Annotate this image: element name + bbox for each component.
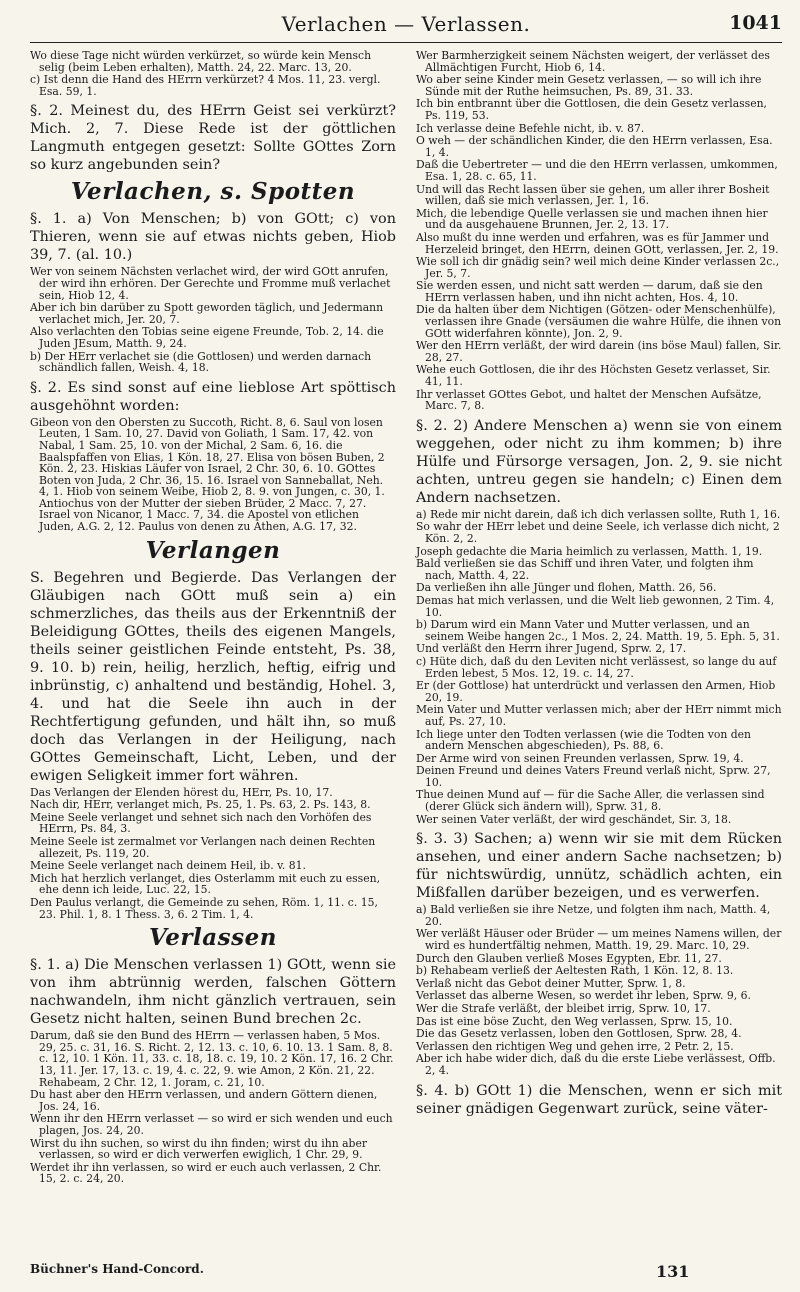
citation-paragraph: Gibeon von den Obersten zu Succoth, Richt. 8, 6. Saul von losen Leuten, 1 Sam. 10, 27. David von Goliath, 1 Sam. 17, 42. von Nabal, 1 Sam. 25, 10. von der Michal, 2 Sam. 6, 16. die Baalspfaffen von Elias, 1 Kön. 18, 27. Elisa von bösen Buben, 2 Kön. 2, 23. Hiskias Läufer von Israel, 2 Chr. 30, 6. 10. GOttes Boten von Juda, 2 Chr. 36, 15. 16. Israel von Sanneballat, Neh. 4, 1. Hiob von seinem Weibe, Hiob 2, 8. 9. von Jungen, c. 30, 1. Antiochus von der Mutter der sieben Brüder, 2 Macc. 7, 27. Israel von Nicanor, 1 Macc. 7, 34. die Apostel von etlichen Juden, A.G. 2, 12. Paulus von denen zu Athen, A.G. 17, 32. [30, 415, 385, 534]
citation-paragraph: Also mußt du inne werden und erfahren, was es für Jammer und Herzeleid bringet, den HErrn, deinen GOtt, verlassen, Jer. 2, 19. [416, 230, 779, 256]
citation-paragraph: Ich liege unter den Todten verlassen (wie die Todten von den andern Menschen abgeschieden), Ps. 88, 6. [416, 727, 751, 753]
citation-paragraph: Nach dir, HErr, verlanget mich, Ps. 25, 1. Ps. 63, 2. Ps. 143, 8. [30, 798, 371, 812]
citation-paragraph: Thue deinen Mund auf — für die Sache Aller, die verlassen sind (derer Glück sich ändern will), Sprw. 31, 8. [416, 788, 765, 814]
citation-paragraph: Wer die Strafe verläßt, der bleibet irrig, Sprw. 10, 17. [416, 1002, 711, 1015]
page-number: 1041 [729, 12, 782, 34]
citation-paragraph: b) Der HErr verlachet sie (die Gottlosen) und werden darnach schändlich fallen, Weish. 4, 18. [30, 349, 372, 375]
citation-paragraph: Wirst du ihn suchen, so wirst du ihn finden; wirst du ihn aber verlassen, so wird er dich verwerfen ewiglich, 1 Chr. 29, 9. [30, 1136, 367, 1162]
citation-paragraph: Mein Vater und Mutter verlassen mich; aber der HErr nimmt mich auf, Ps. 27, 10. [416, 703, 782, 728]
citation-paragraph: Daß die Uebertreter — und die den HErrn verlassen, umkommen, Esa. 1, 28. c. 65, 11. [416, 158, 778, 183]
section-paragraph: §. 2. Meinest du, des HErrn Geist sei verkürzt? Mich. 2, 7. Diese Rede ist der göttlichen Langmuth entgegen gesetzt: Sollte GOttes Zorn so kurz angebunden sein? [30, 103, 396, 174]
citation-paragraph: Wenn ihr den HErrn verlasset — so wird er sich wenden und euch plagen, Jos. 24, 20. [30, 1112, 393, 1137]
citation-paragraph: Wo diese Tage nicht würden verkürzet, so würde kein Mensch selig (beim Leben erhalten), Matth. 24, 22. Marc. 13, 20. [30, 49, 372, 74]
section-paragraph: S. Begehren und Begierde. Das Verlangen der Gläubigen nach GOtt muß sein a) ein schmerzliches, das theils aus der Erkenntniß der Beleidigung GOttes, theils des eigenen Mangels, theils seiner geistlichen Feinde entsteht, Ps. 38, 9. 10. b) rein, heilig, herzlich, heftig, eifrig und inbrünstig, c) anhaltend und beständig, Hohel. 3, 4. und hat die Seele ihn auch in der Rechtfertigung gefunden, und hält ihn, so muß doch das Verlangen in der Heiligung, nach GOttes Gemeinschaft, Licht, Leben, und der ewigen Seligkeit immer fort währen. [30, 569, 396, 784]
citation-paragraph: Das Verlangen der Elenden hörest du, HErr, Ps. 10, 17. [30, 785, 333, 799]
section-paragraph: §. 1. a) Von Menschen; b) von GOtt; c) von Thieren, wenn sie auf etwas nichts geben, Hiob 39, 7. (al. 10.) [30, 211, 396, 264]
citation-paragraph: Das ist eine böse Zucht, den Weg verlassen, Sprw. 15, 10. [416, 1014, 733, 1028]
citation-paragraph: a) Rede mir nicht darein, daß ich dich verlassen sollte, Ruth 1, 16. [416, 507, 781, 521]
imprint: Büchner's Hand-Concord. [30, 1262, 204, 1276]
citation-paragraph: Und verläßt den Herrn ihrer Jugend, Sprw. 2, 17. [416, 642, 687, 656]
page-header [30, 10, 782, 40]
citation-paragraph: Wer seinen Vater verläßt, der wird geschändet, Sir. 3, 18. [416, 812, 732, 826]
citation-paragraph: Und will das Recht lassen über sie gehen, um aller ihrer Bosheit willen, daß sie mich verlassen, Jer. 1, 16. [416, 182, 770, 208]
citation-paragraph: Wer den HErrn verläßt, der wird darein (ins böse Maul) fallen, Sir. 28, 27. [416, 339, 782, 364]
citation-paragraph: Demas hat mich verlassen, und die Welt lieb gewonnen, 2 Tim. 4, 10. [416, 593, 775, 619]
citation-paragraph: So wahr der HErr lebet und deine Seele, ich verlasse dich nicht, 2 Kön. 2, 2. [416, 520, 780, 545]
entry-headword: Verlachen, s. Spotten [70, 178, 356, 206]
citation-paragraph: b) Rehabeam verließ der Aeltesten Rath, 1 Kön. 12, 8. 13. [416, 964, 734, 978]
citation-paragraph: Ich bin entbrannt über die Gottlosen, die dein Gesetz verlassen, Ps. 119, 53. [416, 97, 767, 122]
citation-paragraph: Aber ich habe wider dich, daß du die erste Liebe verlässest, Offb. 2, 4. [416, 1052, 776, 1077]
citation-paragraph: Joseph gedachte die Maria heimlich zu verlassen, Matth. 1, 19. [416, 544, 763, 558]
citation-paragraph: Verlassen den richtigen Weg und gehen irre, 2 Petr. 2, 15. [416, 1039, 734, 1053]
citation-paragraph: Darum, daß sie den Bund des HErrn — verlassen haben, 5 Mos. 29, 25. c. 31, 16. S. Richt. 2, 12. 13. c. 10, 6. 10. 13. 1 Sam. 8, 8. c. 12, 10. 1 Kön. 11, 33. c. 18, 18. c. 19, 10. 2 Kön. 17, 16. 2 Chr. 13, 11. Jer. 17, 13. c. 19, 4. c. 22, 9. wie Amon, 2 Kön. 21, 22. Rehabeam, 2 Chr. 12, 1. Joram, c. 21, 10. [30, 1029, 394, 1089]
citation-paragraph: Der Arme wird von seinen Freunden verlassen, Sprw. 19, 4. [416, 751, 744, 765]
citation-paragraph: Sie werden essen, und nicht satt werden — darum, daß sie den HErrn verlassen haben, und ihn nicht achten, Hos. 4, 10. [416, 279, 763, 304]
citation-paragraph: Meine Seele verlanget nach deinem Heil, ib. v. 81. [30, 859, 306, 873]
section-paragraph: §. 4. b) GOtt 1) die Menschen, wenn er sich mit seiner gnädigen Gegenwart zurück, seine väter- [416, 1082, 782, 1117]
citation-paragraph: Mich, die lebendige Quelle verlassen sie und machen ihnen hier und da ausgehauene Brunnen, Jer. 2, 13. 17. [416, 206, 768, 232]
entry-headword: Verlangen [145, 536, 281, 564]
citation-paragraph: Die das Gesetz verlassen, loben den Gottlosen, Sprw. 28, 4. [416, 1027, 742, 1041]
citation-paragraph: Wer verläßt Häuser oder Brüder — um meines Namens willen, der wird es hundertfältig nehmen, Matth. 19, 29. Marc. 10, 29. [416, 927, 782, 953]
citation-paragraph: Wehe euch Gottlosen, die ihr des Höchsten Gesetz verlasset, Sir. 41, 11. [416, 363, 771, 389]
citation-paragraph: Mich hat herzlich verlanget, dies Osterlamm mit euch zu essen, ehe denn ich leide, Luc. 22, 15. [30, 871, 380, 897]
citation-paragraph: Die da halten über dem Nichtigen (Götzen- oder Menschenhülfe), verlassen ihre Gnade (versäumen die wahre Hülfe, die ihnen von GOtt widerfahren könnte), Jon. 2, 9. [416, 303, 782, 340]
citation-paragraph: Aber ich bin darüber zu Spott geworden täglich, und Jedermann verlachet mich, Jer. 20, 7. [30, 301, 384, 326]
citation-paragraph: Durch den Glauben verließ Moses Egypten, Ebr. 11, 27. [416, 951, 722, 965]
citation-paragraph: Du hast aber den HErrn verlassen, und andern Göttern dienen, Jos. 24, 16. [30, 1088, 378, 1113]
signature-mark: 131 [656, 1262, 690, 1281]
citation-paragraph: Verlaß nicht das Gebot deiner Mutter, Sprw. 1, 8. [416, 976, 686, 990]
citation-paragraph: Da verließen ihn alle Jünger und flohen, Matth. 26, 56. [416, 581, 717, 595]
section-paragraph: §. 1. a) Die Menschen verlassen 1) GOtt, wenn sie von ihm abtrünnig werden, falschen Göttern nachwandeln, ihm nicht gänzlich vertrauen, sein Gesetz nicht halten, seinen Bund brechen 2c. [30, 957, 396, 1028]
citation-paragraph: Den Paulus verlangt, die Gemeinde zu sehen, Röm. 1, 11. c. 15, 23. Phil. 1, 8. 1 Thess. 3, 6. 2 Tim. 1, 4. [30, 896, 378, 921]
header-rule [30, 42, 782, 43]
right-column [416, 50, 782, 1120]
citation-paragraph: Meine Seele verlanget und sehnet sich nach den Vorhöfen des HErrn, Ps. 84, 3. [30, 810, 372, 836]
page-footer [30, 1262, 782, 1284]
citation-paragraph: Er (der Gottlose) hat unterdrückt und verlassen den Armen, Hiob 20, 19. [416, 679, 776, 704]
citation-paragraph: O weh — der schändlichen Kinder, die den HErrn verlassen, Esa. 1, 4. [416, 134, 773, 159]
citation-paragraph: Verlasset das alberne Wesen, so werdet ihr leben, Sprw. 9, 6. [416, 989, 751, 1003]
citation-paragraph: Ihr verlasset GOttes Gebot, und haltet der Menschen Aufsätze, Marc. 7, 8. [416, 387, 762, 413]
citation-paragraph: Werdet ihr ihn verlassen, so wird er euch auch verlassen, 2 Chr. 15, 2. c. 24, 20. [30, 1160, 382, 1186]
citation-paragraph: Ich verlasse deine Befehle nicht, ib. v. 87. [416, 121, 645, 135]
citation-paragraph: c) Hüte dich, daß du den Leviten nicht verlässest, so lange du auf Erden lebest, 5 Mos. 12, 19. c. 14, 27. [416, 654, 777, 680]
citation-paragraph: Wie soll ich dir gnädig sein? weil mich deine Kinder verlassen 2c., Jer. 5, 7. [416, 255, 780, 280]
left-column [30, 50, 396, 1186]
section-paragraph: §. 2. 2) Andere Menschen a) wenn sie von einem weggehen, oder nicht zu ihm kommen; b) ihre Hülfe und Fürsorge versagen, Jon. 2, 9. sie nicht achten, untreu gegen sie handeln; c) Einen dem Andern nachsetzen. [416, 417, 782, 506]
citation-paragraph: Deinen Freund und deines Vaters Freund verlaß nicht, Sprw. 27, 10. [416, 764, 771, 789]
section-paragraph: §. 2. Es sind sonst auf eine lieblose Art spöttisch ausgehöhnt worden: [30, 379, 396, 414]
entry-headword: Verlassen [149, 924, 277, 952]
citation-paragraph: Bald verließen sie das Schiff und ihren Vater, und folgten ihm nach, Matth. 4, 22. [416, 557, 754, 582]
running-title: Verlachen — Verlassen. [281, 12, 531, 36]
citation-paragraph: Wo aber seine Kinder mein Gesetz verlassen, — so will ich ihre Sünde mit der Ruthe heimsuchen, Ps. 89, 31. 33. [416, 73, 762, 98]
citation-paragraph: Also verlachten den Tobias seine eigene Freunde, Tob. 2, 14. die Juden JEsum, Matth. 9, 24. [30, 325, 384, 350]
citation-paragraph: Meine Seele ist zermalmet vor Verlangen nach deinen Rechten allezeit, Ps. 119, 20. [30, 835, 376, 860]
section-paragraph: §. 3. 3) Sachen; a) wenn wir sie mit dem Rücken ansehen, und einer andern Sache nachsetzen; b) für nichtswürdig, unnütz, schädlich achten, ein Mißfallen darüber bezeigen, und es verwerfen. [416, 831, 782, 902]
citation-paragraph: b) Darum wird ein Mann Vater und Mutter verlassen, und an seinem Weibe hangen 2c., 1 Mos. 2, 24. Matth. 19, 5. Eph. 5, 31. [416, 618, 780, 643]
citation-paragraph: Wer Barmherzigkeit seinem Nächsten weigert, der verlässet des Allmächtigen Furcht, Hiob 6, 14. [416, 49, 770, 74]
citation-paragraph: Wer von seinem Nächsten verlachet wird, der wird GOtt anrufen, der wird ihn erhören. Der Gerechte und Fromme muß verlachet sein, Hiob 12, 4. [30, 265, 391, 302]
citation-paragraph: c) Ist denn die Hand des HErrn verkürzet? 4 Mos. 11, 23. vergl. Esa. 59, 1. [30, 73, 381, 98]
citation-paragraph: a) Bald verließen sie ihre Netze, und folgten ihm nach, Matth. 4, 20. [416, 903, 771, 928]
